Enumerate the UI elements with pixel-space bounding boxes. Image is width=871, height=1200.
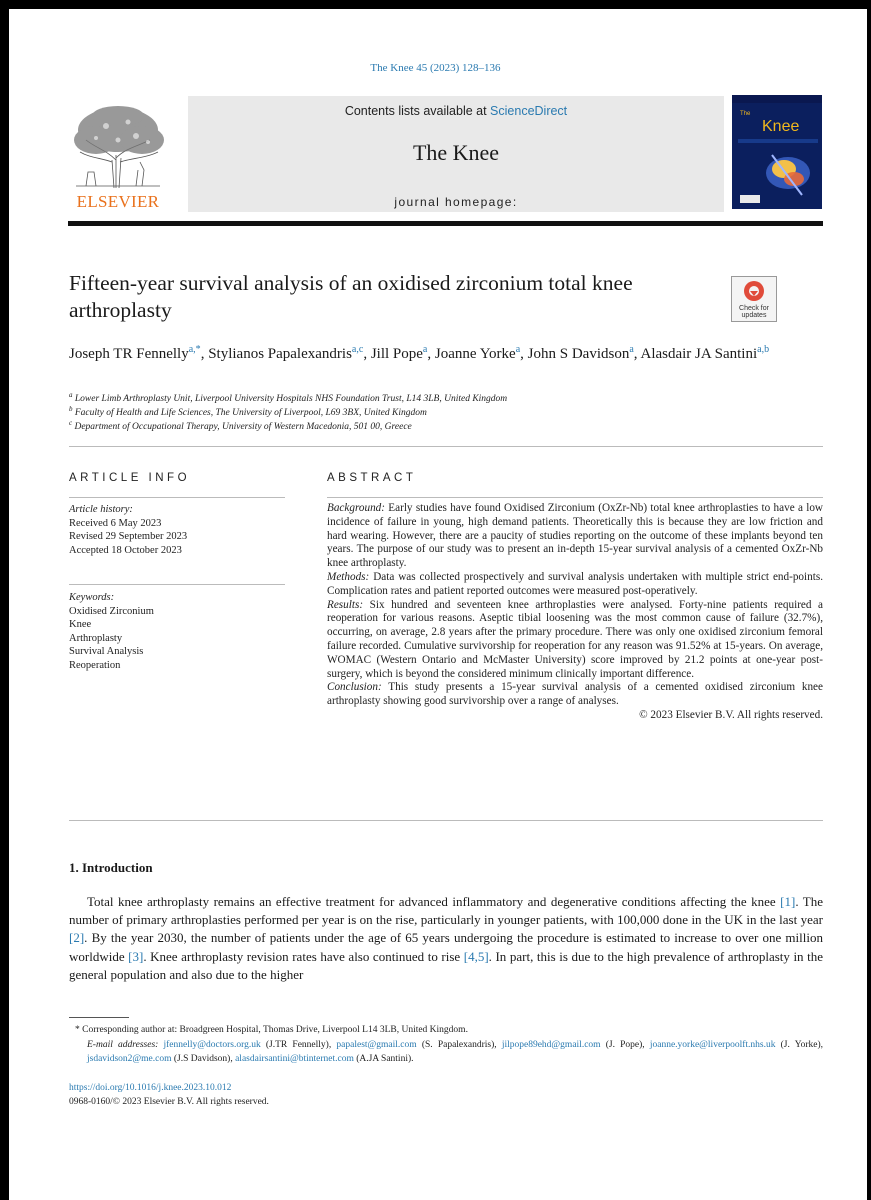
email-link[interactable]: joanne.yorke@liverpoolft.nhs.uk: [649, 1039, 776, 1050]
affiliation-a: [69, 391, 824, 404]
author-name[interactable]: Joseph TR Fennelly: [69, 346, 189, 362]
email-owner: (S. Papalexandris),: [421, 1039, 497, 1050]
affiliation-marker: b: [69, 405, 73, 413]
methods-text: Data was collected prospectively and survival analysis undertaken with multiple strict end-points. Complication rates and patient reported outcomes were measured post-operatively.: [327, 570, 823, 597]
email-label: E-mail addresses:: [87, 1039, 159, 1050]
elsevier-wordmark: ELSEVIER: [76, 192, 160, 211]
citation-link[interactable]: [1]: [780, 894, 796, 909]
affiliation-marker: c: [69, 419, 73, 427]
methods-label: Methods:: [327, 570, 370, 583]
journal-homepage[interactable]: journal homepage:: [394, 195, 518, 209]
revised-date: Revised 29 September 2023: [69, 531, 188, 543]
author-affiliation-marker[interactable]: a,c: [351, 344, 364, 355]
abstract-body: [327, 502, 823, 723]
author-affiliation-marker[interactable]: a: [422, 344, 428, 355]
abstract-heading: ABSTRACT: [327, 472, 417, 484]
email-link[interactable]: jsdavidson2@me.com: [87, 1054, 172, 1065]
affiliations-rule: [69, 446, 823, 447]
accepted-date: Accepted 18 October 2023: [69, 544, 182, 556]
affiliation-b: [69, 405, 824, 418]
author-name[interactable]: Stylianos Papalexandris: [208, 346, 352, 362]
author-name[interactable]: Joanne Yorke: [434, 346, 516, 362]
conclusion-text: This study presents a 15-year survival analysis of a cemented oxidised zirconium knee arthroplasty showing good survivorship over a range of analyses.: [327, 681, 823, 708]
email-owner: (J.S Davidson),: [173, 1054, 233, 1065]
keyword: Survival Analysis: [69, 646, 144, 658]
contents-prefix: Contents lists available at: [344, 104, 491, 118]
intro-text: Total knee arthroplasty remains an effective treatment for advanced inflammatory and degenerative conditions affecting the knee: [87, 894, 776, 909]
affiliation-text: Lower Limb Arthroplasty Unit, Liverpool University Hospitals NHS Foundation Trust, L14 3LB, United Kingdom: [74, 394, 508, 405]
author-affiliation-marker[interactable]: a: [515, 344, 521, 355]
affiliation-text: Department of Occupational Therapy, University of Western Macedonia, 501 00, Greece: [74, 422, 412, 433]
header-rule: [68, 221, 823, 226]
top-border: [0, 0, 871, 9]
introduction-heading: 1. Introduction: [69, 860, 153, 875]
author-affiliation-marker[interactable]: a: [629, 344, 634, 355]
issn-copyright: 0968-0160/© 2023 Elsevier B.V. All rights reserved.: [69, 1097, 269, 1107]
email-owner: (J. Pope),: [605, 1039, 645, 1050]
introduction-paragraph: [69, 893, 823, 984]
author-list: Joseph TR Fennelly$^{a,*}$, Stylianos Papalexandris$^{a,c}$, Jill Pope$^a$, Joanne Yorke$^a$, John S Davidson$^a$, Alasdair JA Santini$^{a,b}$: [69, 344, 770, 362]
email-link[interactable]: jfennelly@doctors.org.uk: [163, 1039, 261, 1050]
abstract-bottom-rule: [69, 820, 823, 821]
author-affiliation-marker[interactable]: a,b: [757, 344, 770, 355]
results-label: Results:: [327, 598, 364, 611]
contents-line: [188, 104, 724, 118]
intro-text: . The number of primary arthroplasties performed per year is on the rise, particularly in younger patients, with 100,000 done in the UK in the last year: [69, 894, 824, 928]
abstract-rule: [327, 497, 823, 498]
affiliation-text: Faculty of Health and Life Sciences, The University of Liverpool, L69 3BX, United Kingdom: [74, 408, 427, 419]
keywords-rule: [69, 584, 285, 585]
article-history: [69, 503, 289, 557]
abstract-background: [327, 502, 823, 571]
intro-text: . In part, this is due to the high prevalence of arthroplasty in the general population and also due to the higher: [69, 948, 824, 982]
cover-title: Knee: [762, 118, 800, 135]
svg-text:Check for: Check for: [739, 305, 769, 312]
results-text: Six hundred and seventeen knee arthroplasties were analysed. Forty-nine patients required a reoperation for various reasons. Aseptic tibial loosening was the most common cause of failure (32.7%), occurring, on average, 2.8 years after the primary procedure. There was only one oxidised zirconium femoral failure recorded. Cumulative survivorship for reoperation for any reason was 91.52% at 15-years. On average, WOMAC (Western Ontario and McMaster University) score improved by 21.2 points at one-year post-surgery, which is beyond the considered minimum clinically important difference.: [327, 598, 824, 680]
abstract-conclusion: [327, 681, 823, 709]
keyword: Arthroplasty: [69, 632, 123, 644]
abstract-methods: [327, 571, 823, 599]
background-text: Early studies have found Oxidised Zirconium (OxZr-Nb) total knee arthroplasties to have a low incidence of failure in young, high demand patients. Theoretically this is because they are low friction and hard wearing. However, there are a paucity of studies reporting on the outcome of these implants beyond ten years. The purpose of our study was to present an in-depth 15-year survival analysis of a cemented OxZr-Nb knee arthroplasty.: [327, 502, 823, 570]
background-label: Background:: [327, 502, 385, 514]
history-label: Article history:: [69, 504, 133, 515]
affiliation-c: [69, 419, 824, 432]
journal-cover-image[interactable]: [732, 95, 822, 209]
conclusion-label: Conclusion:: [327, 681, 382, 694]
article-info-rule: [69, 497, 285, 498]
author-name[interactable]: Alasdair JA Santini: [640, 346, 758, 362]
author-affiliation-marker[interactable]: a,*: [188, 344, 201, 355]
citation-link[interactable]: [4,5]: [463, 948, 489, 964]
citation-link[interactable]: [2]: [69, 930, 85, 946]
author-name[interactable]: John S Davidson: [527, 346, 630, 362]
journal-reference[interactable]: The Knee 45 (2023) 128–136: [370, 62, 501, 74]
intro-text: . Knee arthroplasty revision rates have also continued to rise: [143, 948, 461, 964]
received-date: Received 6 May 2023: [69, 517, 162, 529]
footnotes: [69, 1023, 823, 1067]
keywords-block: [69, 591, 289, 673]
email-owner: (A.JA Santini).: [356, 1054, 414, 1065]
author-name[interactable]: Jill Pope: [370, 346, 423, 362]
email-link[interactable]: alasdairsantini@btinternet.com: [235, 1054, 354, 1065]
journal-title: The Knee: [412, 140, 500, 165]
keyword: Oxidised Zirconium: [69, 605, 154, 617]
abstract-results: [327, 599, 823, 682]
left-border: [0, 0, 9, 1200]
right-border: [867, 0, 871, 1200]
sciencedirect-link[interactable]: ScienceDirect: [490, 104, 568, 118]
check-for-updates-icon[interactable]: [731, 276, 777, 322]
svg-text:The: The: [740, 111, 751, 117]
keywords-label: Keywords:: [69, 592, 115, 603]
email-addresses: [69, 1038, 823, 1067]
email-owner: (J.TR Fennelly),: [265, 1039, 332, 1050]
keyword: Reoperation: [69, 659, 121, 671]
abstract-copyright: © 2023 Elsevier B.V. All rights reserved.: [639, 708, 823, 721]
article-info-heading: ARTICLE INFO: [69, 472, 191, 484]
citation-link[interactable]: [3]: [128, 948, 144, 964]
corresponding-author-note: * Corresponding author at: Broadgreen Hospital, Thomas Drive, Liverpool L14 3LB, United Kingdom.: [75, 1025, 468, 1035]
article-title: Fifteen-year survival analysis of an oxidised zirconium total knee arthroplasty: [69, 271, 633, 322]
footnote-rule: [69, 1017, 129, 1018]
email-owner: (J. Yorke),: [780, 1039, 824, 1050]
email-link[interactable]: papalest@gmail.com: [336, 1039, 417, 1050]
intro-text: . By the year 2030, the number of patients under the age of 65 years undergoing the procedure is estimated to increase to over one million worldwide: [69, 930, 823, 964]
doi-link[interactable]: https://doi.org/10.1016/j.knee.2023.10.012: [69, 1083, 232, 1093]
email-link[interactable]: jilpope89ehd@gmail.com: [501, 1039, 601, 1050]
keyword: Knee: [69, 619, 92, 631]
affiliation-marker: a: [69, 391, 73, 399]
svg-text:updates: updates: [741, 312, 767, 319]
